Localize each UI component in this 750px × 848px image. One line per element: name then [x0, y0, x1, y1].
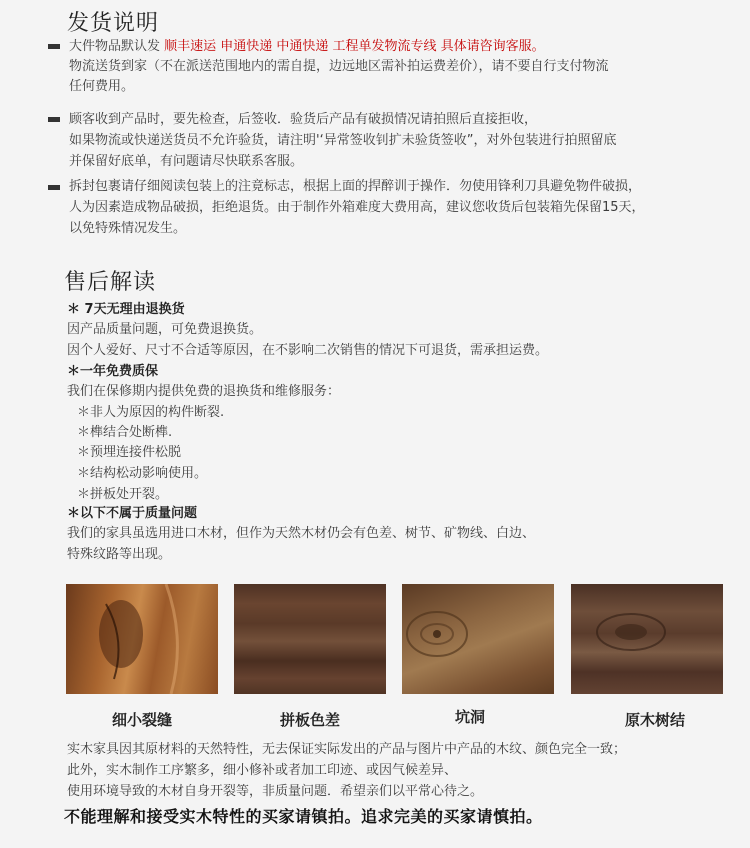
swatch-label-color-difference: 拼板色差 — [279, 711, 340, 729]
shipping-p1-line2: 物流送货到家（不在派送范围地内的需自提，边远地区需补拍运费差价），请不要自行支付物流 — [69, 59, 609, 74]
swatch-label-pit: 坑洞 — [454, 708, 485, 726]
warranty-item: ＊非人为原因的构件断裂. — [77, 405, 225, 420]
wood-color-difference-image — [234, 584, 386, 694]
final-notice: 不能理解和接受实木特性的买家请镇拍。追求完美的买家请慎拍。 — [64, 807, 543, 826]
wood-crack-image — [66, 584, 218, 694]
aftersale-title: 售后解读 — [64, 270, 157, 295]
return-policy-heading: ＊ 7天无理由退换货 — [67, 302, 185, 317]
shipping-p3-line1: 拆封包裹请仔细阅读包装上的注竟标志，根据上面的捍醉训于操作．勿使用锋利刀具避免物件破损， — [69, 179, 642, 194]
shipping-p1-prefix: 大件物品默认发 — [69, 39, 165, 54]
footer-line1: 实木家具因其原材料的天然特性，无去保证实际发出的产品与图片中产品的木纹、颜色完全一致； — [67, 742, 627, 757]
return-policy-line2: 因个人爱好、尺寸不合适等原因，在不影响二次销售的情况下可退货，需承担运费。 — [67, 343, 549, 358]
shipping-p3-line3: 以免特殊情况发生。 — [69, 221, 187, 236]
shipping-paragraph-1 — [69, 37, 545, 57]
not-quality-issue-heading: ＊以下不属于质量问题 — [67, 506, 198, 521]
warranty-item: ＊拼板处开裂。 — [77, 487, 169, 502]
bullet-marker — [48, 44, 60, 49]
warranty-item: ＊预埋连接件松脱 — [77, 445, 182, 460]
warranty-line1: 我们在保修期内提供免费的退换货和维修服务： — [67, 384, 341, 399]
wood-knot-image — [571, 584, 723, 694]
swatch-label-crack: 细小裂缝 — [111, 711, 172, 729]
warranty-item: ＊榫结合处断榫. — [77, 425, 173, 440]
warranty-item: ＊结构松动影响使用。 — [77, 466, 208, 481]
not-quality-issue-line1: 我们的家具虽选用进口木材，但作为天然木材仍会有色差、树节、矿物线、白边、 — [67, 526, 536, 541]
not-quality-issue-line2: 特殊纹路等出现。 — [67, 547, 172, 562]
shipping-p2-line3: 并保留好底单，有问题请尽快联系客服。 — [69, 154, 304, 169]
shipping-p3-line2: 人为因素造成物品破损，拒绝退货。由于制作外箱难度大费用高，建议您收货后包装箱先保留15天， — [69, 200, 645, 215]
wood-pit-image — [402, 584, 554, 694]
swatch-label-knot: 原木树结 — [624, 711, 685, 729]
warranty-heading: ＊一年免费质保 — [67, 364, 159, 379]
return-policy-line1: 因产品质量问题，可免费退换货。 — [67, 322, 263, 337]
shipping-p2-line1: 顾客收到产品时，要先检查，后签收．验货后产品有破损情况请拍照后直接拒收， — [69, 112, 538, 127]
bullet-marker — [48, 185, 60, 190]
footer-line2: 此外，实木制作工序繁多，细小修补或者加工印迹、或因气候差异、 — [67, 763, 458, 778]
bullet-marker — [48, 117, 60, 122]
shipping-title: 发货说明 — [67, 11, 160, 36]
shipping-p2-line2: 如果物流或快递送货员不允许验货，请注明'‘异常签收钊扩未验货签收”，对外包装进行拍照留底 — [69, 133, 617, 148]
footer-line3: 使用环境导致的木材自身开裂等，非质量问题．希望亲们以平常心待之。 — [67, 784, 484, 799]
shipping-p1-line3: 任何费用。 — [69, 79, 135, 94]
shipping-carriers: 顺丰速运 申通快递 中通快递 工程单发物流专线 具体请咨询客服。 — [164, 39, 545, 54]
